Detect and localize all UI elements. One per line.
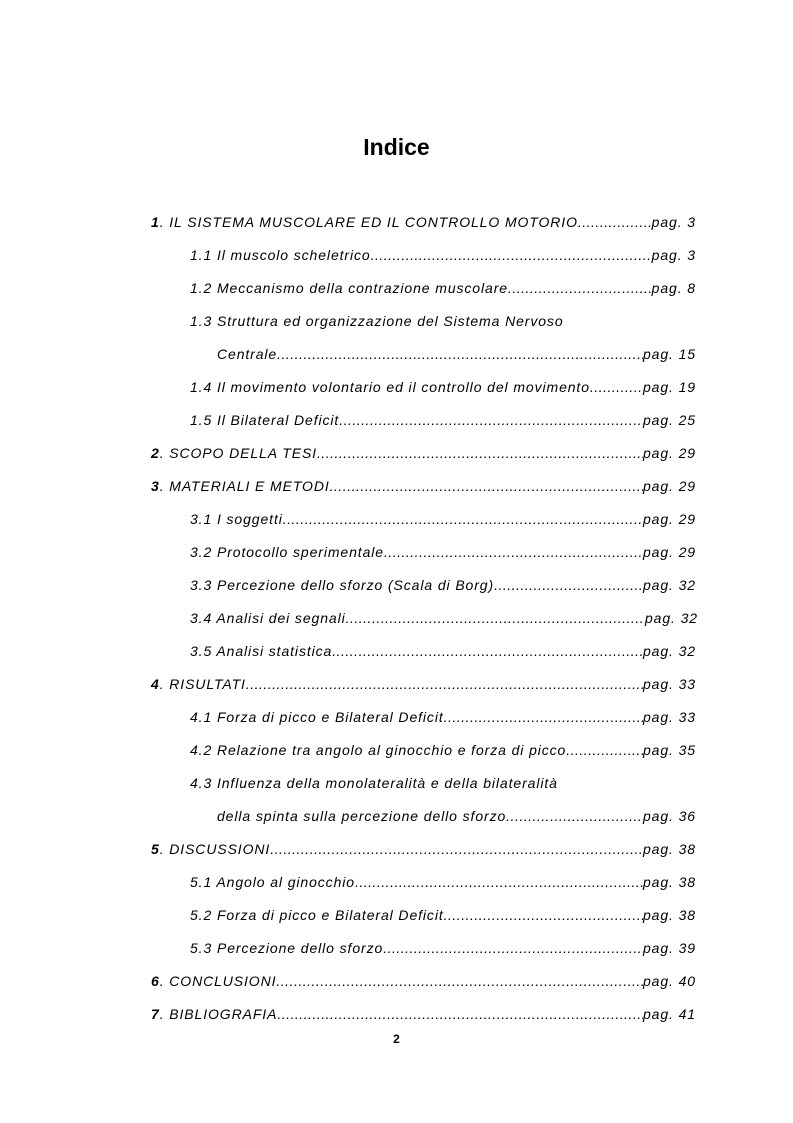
leader-dots <box>277 342 643 366</box>
leader-dots <box>346 606 645 630</box>
leader-dots <box>332 639 643 663</box>
toc-entry-page: pag. 36 <box>642 808 696 824</box>
leader-dots <box>355 870 643 894</box>
toc-entry-5-1 <box>190 870 696 894</box>
leader-dots <box>444 705 643 729</box>
leader-dots <box>508 276 652 300</box>
toc-entry-page: pag. 38 <box>642 907 696 923</box>
toc-entry-page: pag. 41 <box>642 1006 696 1022</box>
toc-entry-1-5 <box>190 408 696 432</box>
toc-entry-label: . DISCUSSIONI <box>159 841 271 857</box>
toc-entry-3 <box>151 474 696 498</box>
toc-entry-3-4 <box>190 606 698 630</box>
toc-entry-3-5 <box>190 639 696 663</box>
chapter-number: 1 <box>151 214 160 230</box>
leader-dots <box>384 540 643 564</box>
toc-entry-label: . BIBLIOGRAFIA <box>159 1006 278 1022</box>
leader-dots <box>506 804 643 828</box>
toc-entry-4-3 <box>190 771 696 795</box>
toc-entry-page: pag. 3 <box>651 247 696 263</box>
toc-entry-1-4 <box>190 375 696 399</box>
toc-entry-page: pag. 33 <box>642 676 696 692</box>
toc-entry-label: 1.1 Il muscolo scheletrico <box>190 247 371 263</box>
leader-dots <box>494 573 643 597</box>
toc-entry-label: . CONCLUSIONI <box>159 973 277 989</box>
toc-entry-page: pag. 25 <box>642 412 696 428</box>
toc-entry-page: pag. 32 <box>644 610 698 626</box>
toc-entry-page: pag. 29 <box>642 478 696 494</box>
chapter-number: 6 <box>151 973 160 989</box>
toc-entry-label: . MATERIALI E METODI <box>159 478 330 494</box>
leader-dots <box>339 408 643 432</box>
toc-entry-page: pag. 39 <box>642 940 696 956</box>
toc-entry-label: . RISULTATI <box>159 676 246 692</box>
toc-entry-label: . IL SISTEMA MUSCOLARE ED IL CONTROLLO MOTORIO <box>159 214 578 230</box>
toc-entry-5-3 <box>190 936 696 960</box>
toc-entry-label: 5.2 Forza di picco e Bilateral Deficit <box>190 907 444 923</box>
toc-entry-page: pag. 29 <box>642 445 696 461</box>
toc-entry-3-1 <box>190 507 696 531</box>
leader-dots <box>566 738 643 762</box>
toc-entry-page: pag. 32 <box>642 643 696 659</box>
leader-dots <box>330 474 643 498</box>
toc-entry-page: pag. 3 <box>651 214 696 230</box>
toc-entry-label: 3.4 Analisi dei segnali <box>190 610 346 626</box>
toc-entry-page: pag. 33 <box>642 709 696 725</box>
toc-entry-1 <box>151 210 696 234</box>
toc-entry-label: 3.1 I soggetti <box>190 511 283 527</box>
toc-entry-label: 4.2 Relazione tra angolo al ginocchio e forza di picco <box>190 742 567 758</box>
toc-entry-label: 1.3 Struttura ed organizzazione del Sistema Nervoso <box>190 313 564 329</box>
toc-entry-page: pag. 32 <box>642 577 696 593</box>
chapter-number: 5 <box>151 841 160 857</box>
toc-entry-label: . SCOPO DELLA TESI <box>159 445 317 461</box>
toc-entry-page: pag. 38 <box>642 841 696 857</box>
toc-entry-4-3-cont <box>217 804 696 828</box>
toc-entry-5-2 <box>190 903 696 927</box>
leader-dots <box>590 375 643 399</box>
page-number: 2 <box>393 1032 400 1046</box>
toc-entry-1-3-cont <box>217 342 696 366</box>
leader-dots <box>283 507 643 531</box>
toc-entry-label: 5.1 Angolo al ginocchio <box>190 874 355 890</box>
leader-dots <box>270 837 643 861</box>
chapter-number: 4 <box>151 676 160 692</box>
toc-entry-label: 3.2 Protocollo sperimentale <box>190 544 384 560</box>
toc-entry-3-3 <box>190 573 696 597</box>
leader-dots <box>246 672 643 696</box>
toc-entry-6 <box>151 969 696 993</box>
leader-dots <box>444 903 643 927</box>
toc-entry-page: pag. 29 <box>642 511 696 527</box>
leader-dots <box>276 969 643 993</box>
toc-entry-1-3 <box>190 309 696 333</box>
toc-entry-4-2 <box>190 738 696 762</box>
toc-entry-label: 4.3 Influenza della monolateralità e della bilateralità <box>190 775 558 791</box>
chapter-number: 7 <box>151 1006 160 1022</box>
toc-entry-label: Centrale <box>217 346 278 362</box>
toc-entry-7 <box>151 1002 696 1026</box>
toc-entry-page: pag. 8 <box>651 280 696 296</box>
toc-entry-4-1 <box>190 705 696 729</box>
toc-entry-label: 4.1 Forza di picco e Bilateral Deficit <box>190 709 444 725</box>
toc-entry-3-2 <box>190 540 696 564</box>
leader-dots <box>578 210 652 234</box>
toc-entry-2 <box>151 441 696 465</box>
toc-entry-1-1 <box>190 243 696 267</box>
leader-dots <box>371 243 652 267</box>
page-title: Indice <box>363 134 430 160</box>
toc-entry-page: pag. 29 <box>642 544 696 560</box>
chapter-number: 2 <box>151 445 160 461</box>
toc-entry-4 <box>151 672 696 696</box>
toc-entry-page: pag. 15 <box>642 346 696 362</box>
toc-entry-page: pag. 19 <box>642 379 696 395</box>
leader-dots <box>277 1002 643 1026</box>
toc-entry-label: 3.3 Percezione dello sforzo (Scala di Borg) <box>190 577 495 593</box>
toc-entry-label: 1.5 Il Bilateral Deficit <box>190 412 340 428</box>
toc-entry-label: 5.3 Percezione dello sforzo <box>190 940 384 956</box>
toc-entry-label: 1.4 Il movimento volontario ed il controllo del movimento <box>190 379 590 395</box>
toc-entry-page: pag. 35 <box>642 742 696 758</box>
toc-entry-5 <box>151 837 696 861</box>
toc-entry-label: 3.5 Analisi statistica <box>190 643 333 659</box>
leader-dots <box>317 441 643 465</box>
chapter-number: 3 <box>151 478 160 494</box>
toc-entry-1-2 <box>190 276 696 300</box>
toc-entry-page: pag. 38 <box>642 874 696 890</box>
toc-entry-label: 1.2 Meccanismo della contrazione muscolare <box>190 280 508 296</box>
toc-entry-label: della spinta sulla percezione dello sforzo <box>217 808 507 824</box>
leader-dots <box>383 936 643 960</box>
toc-entry-page: pag. 40 <box>642 973 696 989</box>
